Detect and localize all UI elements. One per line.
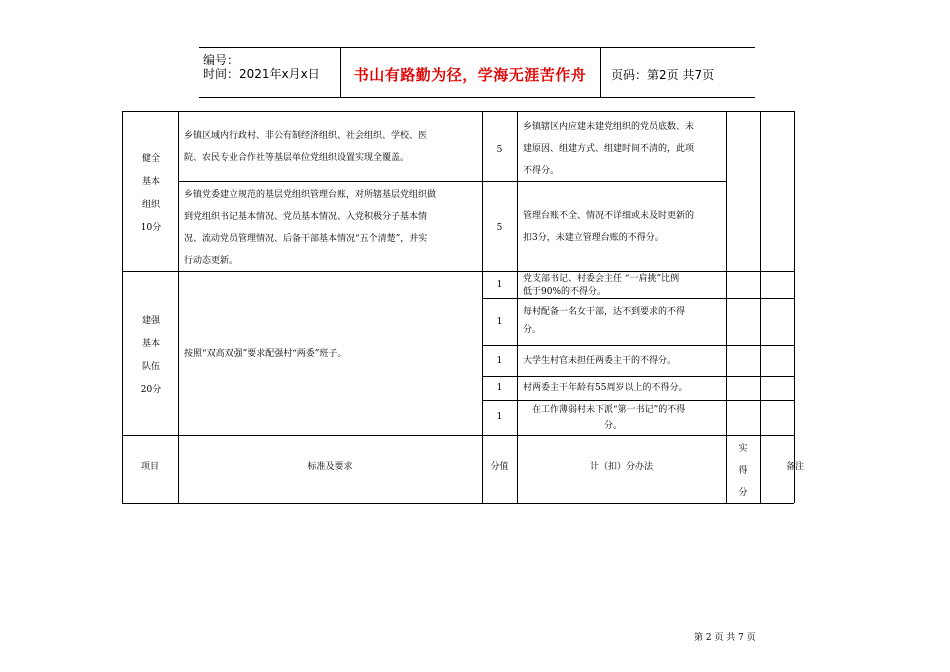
table-rule <box>482 345 794 346</box>
section-category: 健全 基本 组织 10分 <box>140 154 162 233</box>
table-rule <box>760 111 761 503</box>
scoring-method-text: 每村配备一名女干部，达不到要求的不得 分。 <box>523 307 686 335</box>
header-motto: 书山有路勤为径，学海无涯苦作舟 <box>353 66 587 84</box>
table-rule <box>482 111 483 503</box>
page-footer: 第 2 页 共 7 页 <box>694 633 756 643</box>
standard-text: 乡镇党委建立规范的基层党组织管理台账，对所辖基层党组织做 到党组织书记基本情况、党员基本情况、入党积极分子基本情 况、流动党员管理情况、后备干部基本情况“五个清楚”，并实 行动态更新。 <box>184 190 437 266</box>
scoring-method-text: 在工作薄弱村未下派“第一书记”的不得 分。 <box>532 405 686 431</box>
table-rule <box>178 111 179 503</box>
standard-text: 按照“双高双强”要求配强村“两委”班子。 <box>184 349 347 359</box>
score-value: 1 <box>496 383 503 393</box>
score-value: 5 <box>496 223 503 233</box>
column-header-score: 分值 <box>490 462 509 472</box>
scoring-method-text: 村两委主干年龄有55周岁以上的不得分。 <box>523 383 688 393</box>
header-page-number: 页码：第2页 共7页 <box>611 68 715 82</box>
table-rule <box>122 503 794 504</box>
score-value: 1 <box>496 280 503 290</box>
scoring-method-text: 乡镇辖区内应建未建党组织的党员底数、未 建原因、组建方式、组建时间不清的，此项 不得分。 <box>523 122 695 176</box>
score-value: 1 <box>496 412 503 422</box>
score-value: 1 <box>496 356 503 366</box>
column-header-standard: 标准及要求 <box>307 462 353 472</box>
standard-text: 乡镇区域内行政村、非公有制经济组织、社会组织、学校、医 院、农民专业合作社等基层单位党组织设置实现全覆盖。 <box>184 131 428 163</box>
table-rule <box>122 111 123 503</box>
scoring-method-text: 管理台账不全、情况不详细或未及时更新的 扣3分，未建立管理台账的不得分。 <box>523 211 695 243</box>
scoring-method-text: 大学生村官未担任两委主干的不得分。 <box>523 356 677 366</box>
table-rule <box>482 400 794 401</box>
document-time-label: 时间：2021年x月x日 <box>203 67 320 81</box>
document-number-label: 编号： <box>203 53 240 67</box>
scoring-method-text: 党支部书记、村委会主任 “一肩挑”比例 低于90%的不得分。 <box>523 274 680 297</box>
column-header-item: 项目 <box>140 462 159 472</box>
section-category: 建强 基本 队伍 20分 <box>140 316 162 395</box>
score-value: 1 <box>496 317 503 327</box>
table-rule <box>122 111 794 112</box>
table-rule <box>122 435 794 436</box>
table-rule <box>794 111 795 503</box>
column-header-actual-score: 实 得 分 <box>738 444 748 498</box>
column-header-method: 计（扣）分办法 <box>589 462 653 472</box>
table-rule <box>517 111 518 503</box>
score-value: 5 <box>496 145 503 155</box>
column-header-remark: 备注 <box>785 462 804 472</box>
